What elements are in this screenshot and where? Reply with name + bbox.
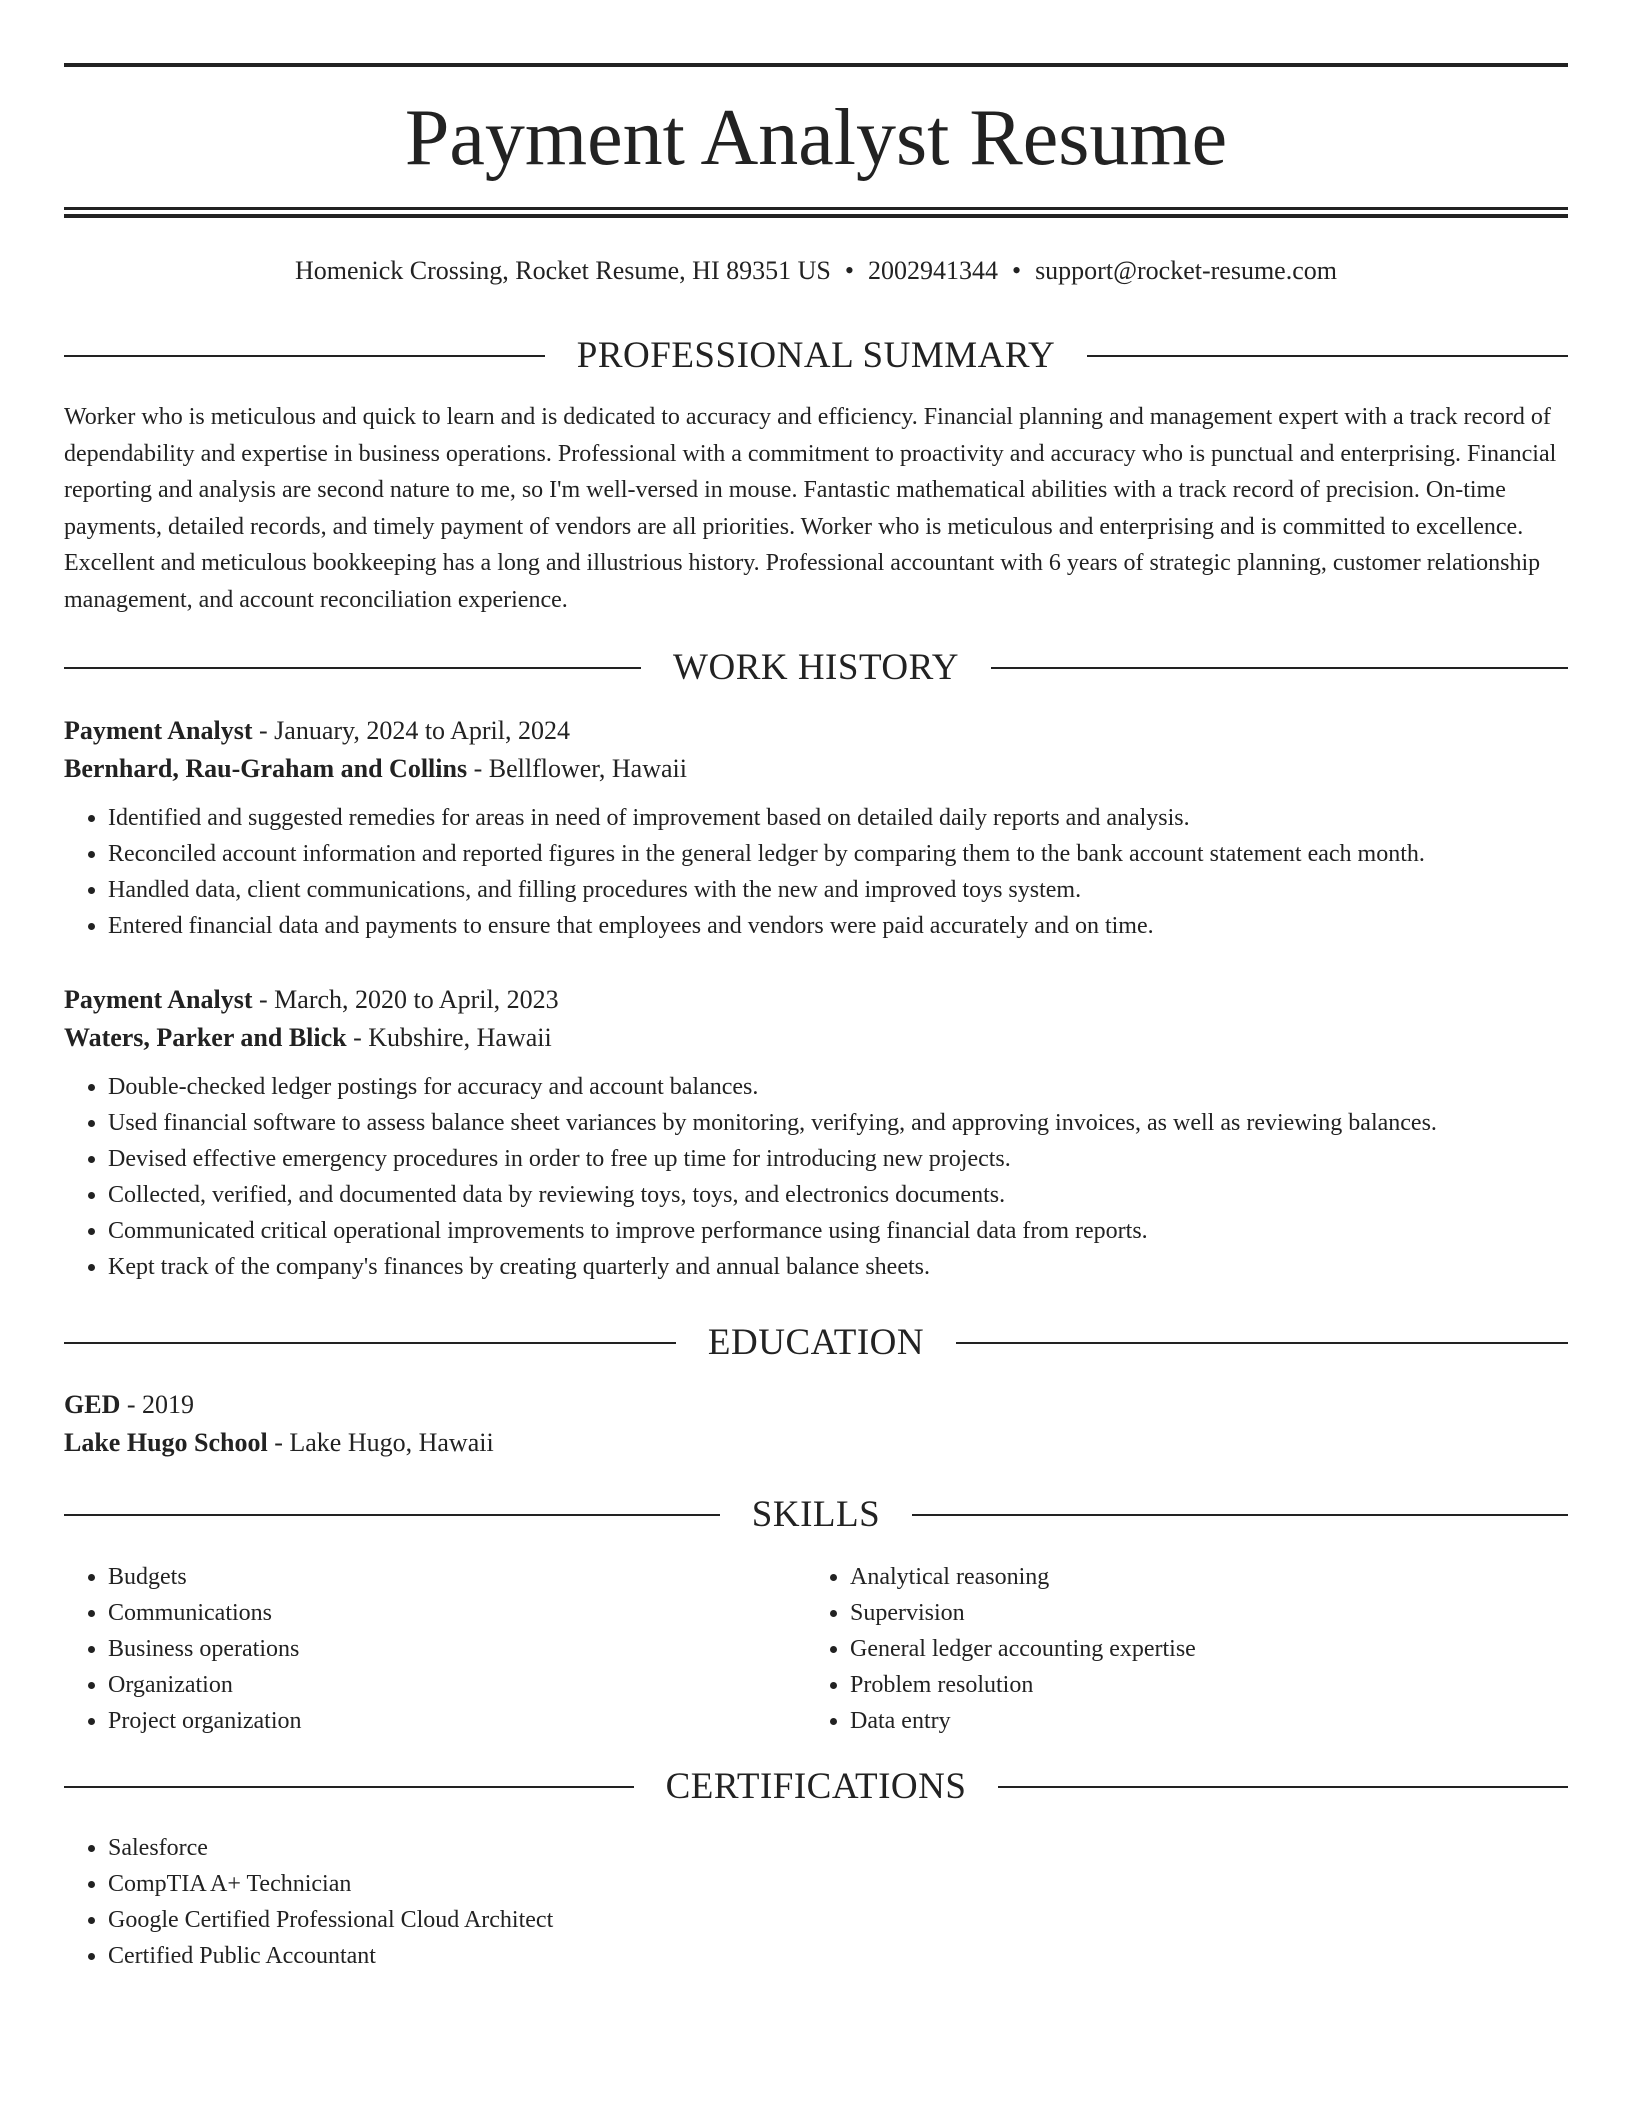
education-year: - 2019 (120, 1390, 195, 1419)
skill-item: • Project organization (108, 1703, 806, 1739)
job-location: - Kubshire, Hawaii (346, 1023, 552, 1052)
skill-item: • Communications (108, 1595, 806, 1631)
summary-heading (64, 333, 1568, 379)
skills-bullets (64, 1559, 806, 1739)
heading-rule (64, 1342, 676, 1344)
heading-rule (64, 355, 545, 357)
job-bullet: • Entered financial data and payments to ensure that employees and vendors were paid accurately and on time. (108, 908, 1568, 944)
certifications-heading-label: CERTIFICATIONS (665, 1766, 967, 1807)
heading-rule (912, 1514, 1568, 1516)
skill-item: • Budgets (108, 1559, 806, 1595)
heading-rule (64, 1514, 720, 1516)
skill-item: • Problem resolution (850, 1667, 1548, 1703)
certification-item: • CompTIA A+ Technician (108, 1866, 1568, 1902)
job-dates: - March, 2020 to April, 2023 (252, 985, 559, 1014)
job-company: Waters, Parker and Blick (64, 1023, 347, 1052)
education-heading (64, 1320, 1568, 1366)
job-bullets (64, 800, 1568, 944)
skills-bullets (806, 1559, 1548, 1739)
job-location: - Bellflower, Hawaii (467, 754, 687, 783)
work-heading-label: WORK HISTORY (673, 647, 959, 688)
certification-bullets (64, 1830, 1568, 1974)
skills-heading-label: SKILLS (751, 1494, 881, 1535)
job-bullet: • Kept track of the company's finances by creating quarterly and annual balance sheets. (108, 1249, 1568, 1285)
contact-address: Homenick Crossing, Rocket Resume, HI 89351 US (295, 256, 831, 285)
skill-item: • Organization (108, 1667, 806, 1703)
education-degree: GED (64, 1390, 121, 1419)
job-entry (64, 981, 1568, 1285)
top-rule (64, 63, 1568, 67)
summary-text: Worker who is meticulous and quick to learn and is dedicated to accuracy and efficiency. Financial planning and management expert with a track record of dependability and expertise in business operations. Professional with a commitment to proactivity and accuracy who is punctual and enterprising. Financial reporting and analysis are second nature to me, so I'm well-versed in mouse. Fantastic mathematical abilities with a track record of precision. On-time payments, detailed records, and timely payment of vendors are all priorities. Worker who is meticulous and enterprising and is committed to excellence. Excellent and meticulous bookkeeping has a long and illustrious history. Professional accountant with 6 years of strategic planning, customer relationship management, and account reconciliation experience. (64, 404, 1557, 613)
skills-list (64, 1559, 1568, 1739)
job-title-line (64, 981, 1568, 1019)
page-title: Payment Analyst Resume (404, 94, 1228, 182)
job-bullet: • Devised effective emergency procedures in order to free up time for introducing new projects. (108, 1141, 1568, 1177)
contact-separator: • (844, 256, 854, 285)
job-bullets (64, 1069, 1568, 1285)
job-title: Payment Analyst (64, 985, 253, 1014)
skill-item: • Business operations (108, 1631, 806, 1667)
skill-item: • Data entry (850, 1703, 1548, 1739)
certification-item: • Salesforce (108, 1830, 1568, 1866)
skill-item: • Supervision (850, 1595, 1548, 1631)
certifications-list (64, 1830, 1568, 1974)
job-bullet: • Identified and suggested remedies for areas in need of improvement based on detailed daily reports and analysis. (108, 800, 1568, 836)
heading-rule (998, 1786, 1568, 1788)
job-title: Payment Analyst (64, 716, 253, 745)
heading-rule (1087, 355, 1568, 357)
education-degree-line (64, 1386, 1568, 1424)
contact-line (64, 254, 1568, 288)
contact-separator: • (1011, 256, 1022, 285)
job-bullet: • Handled data, client communications, and filling procedures with the new and improved toys system. (108, 872, 1568, 908)
skills-heading (64, 1492, 1568, 1538)
heading-rule (956, 1342, 1568, 1344)
job-title-line (64, 712, 1568, 750)
contact-email: support@rocket-resume.com (1035, 256, 1337, 285)
job-company: Bernhard, Rau-Graham and Collins (64, 754, 468, 783)
skill-item: • General ledger accounting expertise (850, 1631, 1548, 1667)
job-company-line (64, 750, 1568, 788)
job-bullet: • Reconciled account information and reported figures in the general ledger by comparing them to the bank account statement each month. (108, 836, 1568, 872)
education-entry (64, 1386, 1568, 1462)
job-bullet: • Used financial software to assess balance sheet variances by monitoring, verifying, and approving invoices, as well as reviewing balances. (108, 1105, 1568, 1141)
heading-rule (64, 1786, 634, 1788)
skills-column-right (806, 1559, 1548, 1739)
skills-column-left (64, 1559, 806, 1739)
job-bullet: • Communicated critical operational improvements to improve performance using financial data from reports. (108, 1213, 1568, 1249)
job-bullet: • Double-checked ledger postings for accuracy and account balances. (108, 1069, 1568, 1105)
title-double-rule (64, 207, 1568, 218)
education-school-line (64, 1424, 1568, 1462)
education-location: - Lake Hugo, Hawaii (267, 1428, 494, 1457)
certification-item: • Certified Public Accountant (108, 1938, 1568, 1974)
job-entry (64, 712, 1568, 944)
contact-phone: 2002941344 (867, 256, 998, 285)
job-company-line (64, 1019, 1568, 1057)
summary-heading-label: PROFESSIONAL SUMMARY (576, 335, 1056, 376)
education-school: Lake Hugo School (64, 1428, 268, 1457)
education-heading-label: EDUCATION (707, 1322, 925, 1363)
certifications-heading (64, 1764, 1568, 1810)
heading-rule (991, 667, 1568, 669)
job-bullet: • Collected, verified, and documented data by reviewing toys, toys, and electronics documents. (108, 1177, 1568, 1213)
skill-item: • Analytical reasoning (850, 1559, 1548, 1595)
work-heading (64, 645, 1568, 691)
certification-item: • Google Certified Professional Cloud Architect (108, 1902, 1568, 1938)
job-dates: - January, 2024 to April, 2024 (252, 716, 570, 745)
heading-rule (64, 667, 641, 669)
